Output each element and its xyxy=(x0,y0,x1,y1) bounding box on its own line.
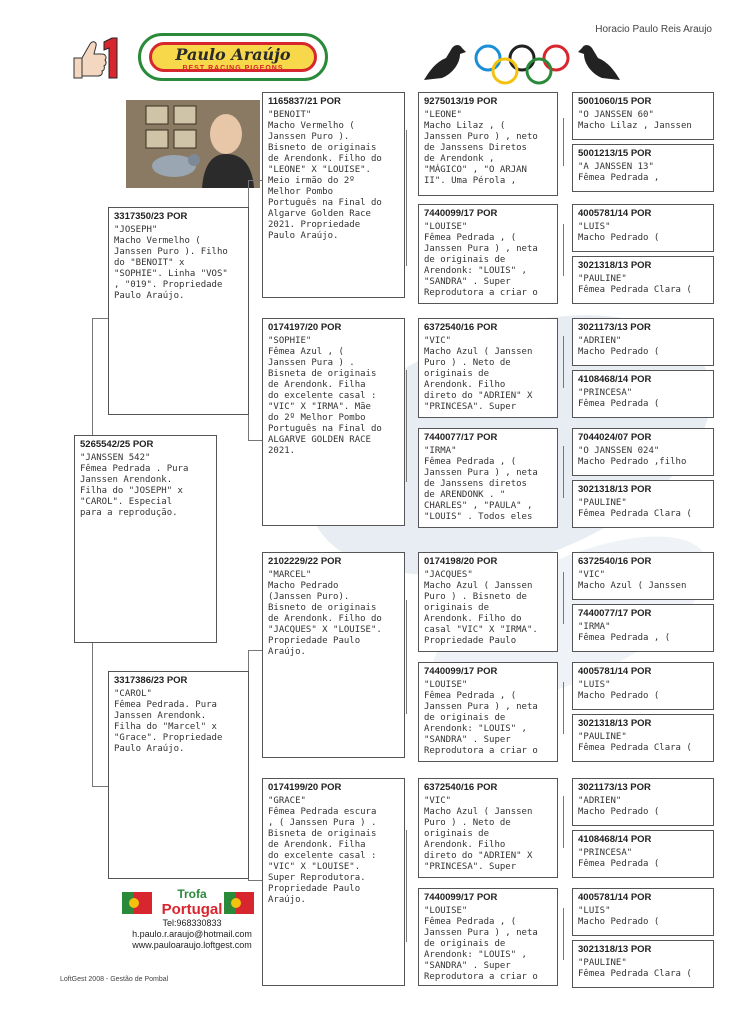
connector-line xyxy=(406,830,407,942)
pigeon-card-gen4[interactable] xyxy=(572,714,714,762)
pigeon-card-gen3[interactable] xyxy=(418,92,558,196)
ring-number: 7440077/17 POR xyxy=(424,432,498,443)
logo-title: Paulo Araújo xyxy=(175,45,291,64)
ring-number: 7440099/17 POR xyxy=(424,666,498,677)
pigeon-card-gen3[interactable] xyxy=(418,204,558,304)
brand-logo xyxy=(138,33,328,81)
ring-number: 1165837/21 POR xyxy=(268,96,341,107)
connector-line xyxy=(563,336,564,388)
pigeon-description: "O JANSSEN 024" Macho Pedrado ,filho xyxy=(578,446,687,467)
pigeon-description: "IRMA" Fêmea Pedrada , ( xyxy=(578,622,671,643)
ring-number: 0174199/20 POR xyxy=(268,782,342,793)
contact-website[interactable]: www.pauloaraujo.loftgest.com xyxy=(132,940,252,950)
pigeon-description: "JOSEPH" Macho Vermelho ( Janssen Puro ). Filho do "BENOIT" x "SOPHIE". Linha "VOS" , "019". Propriedade Paulo Araújo. xyxy=(114,225,228,301)
pigeon-description: "LUIS" Macho Pedrado ( xyxy=(578,222,660,243)
pigeon-description: "ADRIEN" Macho Pedrado ( xyxy=(578,796,660,817)
pigeon-description: "IRMA" Fêmea Pedrada , ( Janssen Pura ) , neta de Janssens diretos de ARENDONK . " CHARLES" , "PAULA" , "LOUIS" . Todos eles xyxy=(424,446,538,522)
trofa-label: Trofa xyxy=(177,887,207,901)
pigeon-description: "LOUISE" Fêmea Pedrada , ( Janssen Pura ) , neta de originais de Arendonk: "LOUIS" , "SANDRA" . Super Reprodutora a criar o xyxy=(424,680,538,756)
pigeon-card-gen3[interactable] xyxy=(418,318,558,418)
pigeon-card-dam[interactable] xyxy=(108,671,249,879)
ring-number: 3317386/23 POR xyxy=(114,675,188,686)
pigeon-description: "LOUISE" Fêmea Pedrada , ( Janssen Pura ) , neta de originais de Arendonk: "LOUIS" , "SANDRA" . Super Reprodutora a criar o xyxy=(424,222,538,298)
olympic-rings-icon xyxy=(472,44,572,86)
pigeon-card-gen4[interactable] xyxy=(572,662,714,710)
ring-number: 5265542/25 POR xyxy=(80,439,154,450)
connector-line xyxy=(248,180,262,181)
pigeon-card-gen4[interactable] xyxy=(572,778,714,826)
pigeon-description: "PAULINE" Fêmea Pedrada Clara ( xyxy=(578,274,692,295)
pigeon-description: "LUIS" Macho Pedrado ( xyxy=(578,680,660,701)
pigeon-description: "LOUISE" Fêmea Pedrada , ( Janssen Pura ) , neta de originais de Arendonk: "LOUIS" , "SANDRA" . Super Reprodutora a criar o xyxy=(424,906,538,982)
ring-number: 4108468/14 POR xyxy=(578,374,652,385)
ring-number: 9275013/19 POR xyxy=(424,96,498,107)
pigeon-description: "VIC" Macho Azul ( Janssen Puro ) . Neto de originais de Arendonk. Filho direto do "ADRIEN" X "PRINCESA". Super xyxy=(424,336,533,412)
pigeon-card-gen3[interactable] xyxy=(418,662,558,762)
connector-line xyxy=(563,682,564,734)
pigeon-description: "PRINCESA" Fêmea Pedrada ( xyxy=(578,848,660,869)
pigeon-description: "CAROL" Fêmea Pedrada. Pura Janssen Arendonk. Filha do "Marcel" x "Grace". Propriedade Paulo Araújo. xyxy=(114,689,223,754)
pigeon-card-gen4[interactable] xyxy=(572,480,714,528)
pigeon-description: "JANSSEN 542" Fêmea Pedrada . Pura Janssen Arendonk. Filha do "JOSEPH" x "CAROL". Especial para a reprodução. xyxy=(80,453,189,518)
connector-line xyxy=(406,370,407,482)
pigeon-card-gen4[interactable] xyxy=(572,888,714,936)
connector-line xyxy=(248,650,262,651)
pigeon-description: "O JANSSEN 60" Macho Lilaz , Janssen xyxy=(578,110,692,131)
pigeon-card-gen4[interactable] xyxy=(572,428,714,476)
contact-block xyxy=(122,888,262,951)
connector-line xyxy=(563,446,564,498)
pigeon-description: "PAULINE" Fêmea Pedrada Clara ( xyxy=(578,498,692,519)
connector-line xyxy=(563,118,564,166)
portugal-label: Portugal xyxy=(161,901,223,918)
ring-number: 7440099/17 POR xyxy=(424,892,498,903)
ring-number: 4005781/14 POR xyxy=(578,666,652,677)
pigeon-card-gen3[interactable] xyxy=(418,428,558,528)
ring-number: 6372540/16 POR xyxy=(424,322,498,333)
connector-line xyxy=(406,600,407,714)
pigeon-card-gen4[interactable] xyxy=(572,318,714,366)
ring-number: 3317350/23 POR xyxy=(114,211,188,222)
ring-number: 4005781/14 POR xyxy=(578,208,652,219)
pigeon-card-gen2[interactable] xyxy=(262,92,405,298)
pigeon-description: "PRINCESA" Fêmea Pedrada ( xyxy=(578,388,660,409)
ring-number: 6372540/16 POR xyxy=(424,782,498,793)
contact-email[interactable]: h.paulo.r.araujo@hotmail.com xyxy=(132,929,252,939)
ring-number: 6372540/16 POR xyxy=(578,556,652,567)
pigeon-description: "MARCEL" Macho Pedrado (Janssen Puro). Bisneto de originais de Arendonk. Filho do "JACQUES" X "LOUISE". Propriedade Paulo Araújo. xyxy=(268,570,382,657)
pigeon-card-gen4[interactable] xyxy=(572,256,714,304)
ring-number: 7440099/17 POR xyxy=(424,208,498,219)
ring-number: 0174198/20 POR xyxy=(424,556,498,567)
ring-number: 7044024/07 POR xyxy=(578,432,652,443)
connector-line xyxy=(406,130,407,266)
pigeon-description: "GRACE" Fêmea Pedrada escura , ( Janssen Pura ) . Bisneta de originais de Arendonk. Filha do excelente casal : "VIC" X "LOUISE". Super Reprodutora. Propriedade Paulo Araújo. xyxy=(268,796,377,905)
ring-number: 4005781/14 POR xyxy=(578,892,652,903)
connector-line xyxy=(92,786,108,787)
pigeon-card-gen4[interactable] xyxy=(572,552,714,600)
pigeon-description: "JACQUES" Macho Azul ( Janssen Puro ) . Bisneto de originais de Arendonk. Filho do casal "VIC" X "IRMA". Propriedade Paulo xyxy=(424,570,538,646)
pigeon-card-gen2[interactable] xyxy=(262,552,405,758)
ring-number: 2102229/22 POR xyxy=(268,556,342,567)
pigeon-description: "PAULINE" Fêmea Pedrada Clara ( xyxy=(578,958,692,979)
ring-number: 3021318/13 POR xyxy=(578,260,652,271)
ring-number: 3021173/13 POR xyxy=(578,782,651,793)
logo-subtitle: BEST RACING PIGEONS xyxy=(182,65,284,72)
software-footer: LoftGest 2008 - Gestão de Pombal xyxy=(60,976,169,983)
pigeon-description: "LEONE" Macho Lilaz , ( Janssen Puro ) , neto de Janssens Diretos de Arendonk , "MÁGICO" , "O ARJAN II". Uma Pérola , xyxy=(424,110,538,186)
pigeon-description: "LUIS" Macho Pedrado ( xyxy=(578,906,660,927)
connector-line xyxy=(248,880,262,881)
pigeon-description: "BENOIT" Macho Vermelho ( Janssen Puro ). Bisneto de originais de Arendonk. Filho do "LEONE" X "LOUISE". Meio irmão do 2º Melhor Pombo Português na Final do Algarve Golden Race 2021. Propriedade Paulo Araújo. xyxy=(268,110,382,241)
pigeon-card-gen2[interactable] xyxy=(262,778,405,986)
connector-line xyxy=(563,908,564,960)
contact-phone: Tel:968330833 xyxy=(162,918,222,928)
pigeon-card-gen3[interactable] xyxy=(418,778,558,878)
ring-number: 3021173/13 POR xyxy=(578,322,651,333)
connector-line xyxy=(248,440,262,441)
connector-line xyxy=(92,318,108,319)
ring-number: 4108468/14 POR xyxy=(578,834,652,845)
pigeon-card-gen3[interactable] xyxy=(418,552,558,652)
ring-number: 0174197/20 POR xyxy=(268,322,342,333)
owner-photo xyxy=(126,100,260,188)
pigeon-card-gen4[interactable] xyxy=(572,604,714,652)
pigeon-card-gen2[interactable] xyxy=(262,318,405,526)
thumbs-up-number-one-icon xyxy=(70,36,122,82)
pigeon-right-icon xyxy=(576,42,622,82)
pigeon-card-gen4[interactable] xyxy=(572,144,714,192)
ring-number: 3021318/13 POR xyxy=(578,718,652,729)
pigeon-description: "SOPHIE" Fêmea Azul , ( Janssen Pura ) . Bisneta de originais de Arendonk. Filha do excelente casal : "VIC" X "IRMA". Mãe do 2º Melhor Pombo Português na Final do ALGARVE GOLDEN RACE 2021. xyxy=(268,336,382,456)
connector-line xyxy=(563,224,564,276)
pigeon-card-gen3[interactable] xyxy=(418,888,558,986)
ring-number: 5001213/15 POR xyxy=(578,148,652,159)
pigeon-description: "VIC" Macho Azul ( Janssen Puro ) . Neto de originais de Arendonk. Filho direto do "ADRIEN" X "PRINCESA". Super xyxy=(424,796,533,872)
connector-line xyxy=(563,572,564,624)
ring-number: 5001060/15 POR xyxy=(578,96,652,107)
pigeon-left-icon xyxy=(422,42,468,82)
ring-number: 3021318/13 POR xyxy=(578,944,652,955)
pigeon-card-sire[interactable] xyxy=(108,207,249,415)
pigeon-description: "A JANSSEN 13" Fêmea Pedrada , xyxy=(578,162,660,183)
pigeon-card-gen4[interactable] xyxy=(572,92,714,140)
pigeon-card-subject[interactable] xyxy=(74,435,217,643)
pigeon-card-gen4[interactable] xyxy=(572,370,714,418)
pigeon-description: "VIC" Macho Azul ( Janssen xyxy=(578,570,687,591)
pigeon-card-gen4[interactable] xyxy=(572,204,714,252)
pigeon-description: "PAULINE" Fêmea Pedrada Clara ( xyxy=(578,732,692,753)
owner-name: Horacio Paulo Reis Araujo xyxy=(595,24,712,35)
pigeon-card-gen4[interactable] xyxy=(572,940,714,988)
pigeon-card-gen4[interactable] xyxy=(572,830,714,878)
connector-line xyxy=(563,796,564,848)
ring-number: 7440077/17 POR xyxy=(578,608,652,619)
ring-number: 3021318/13 POR xyxy=(578,484,652,495)
pigeon-description: "ADRIEN" Macho Pedrado ( xyxy=(578,336,660,357)
